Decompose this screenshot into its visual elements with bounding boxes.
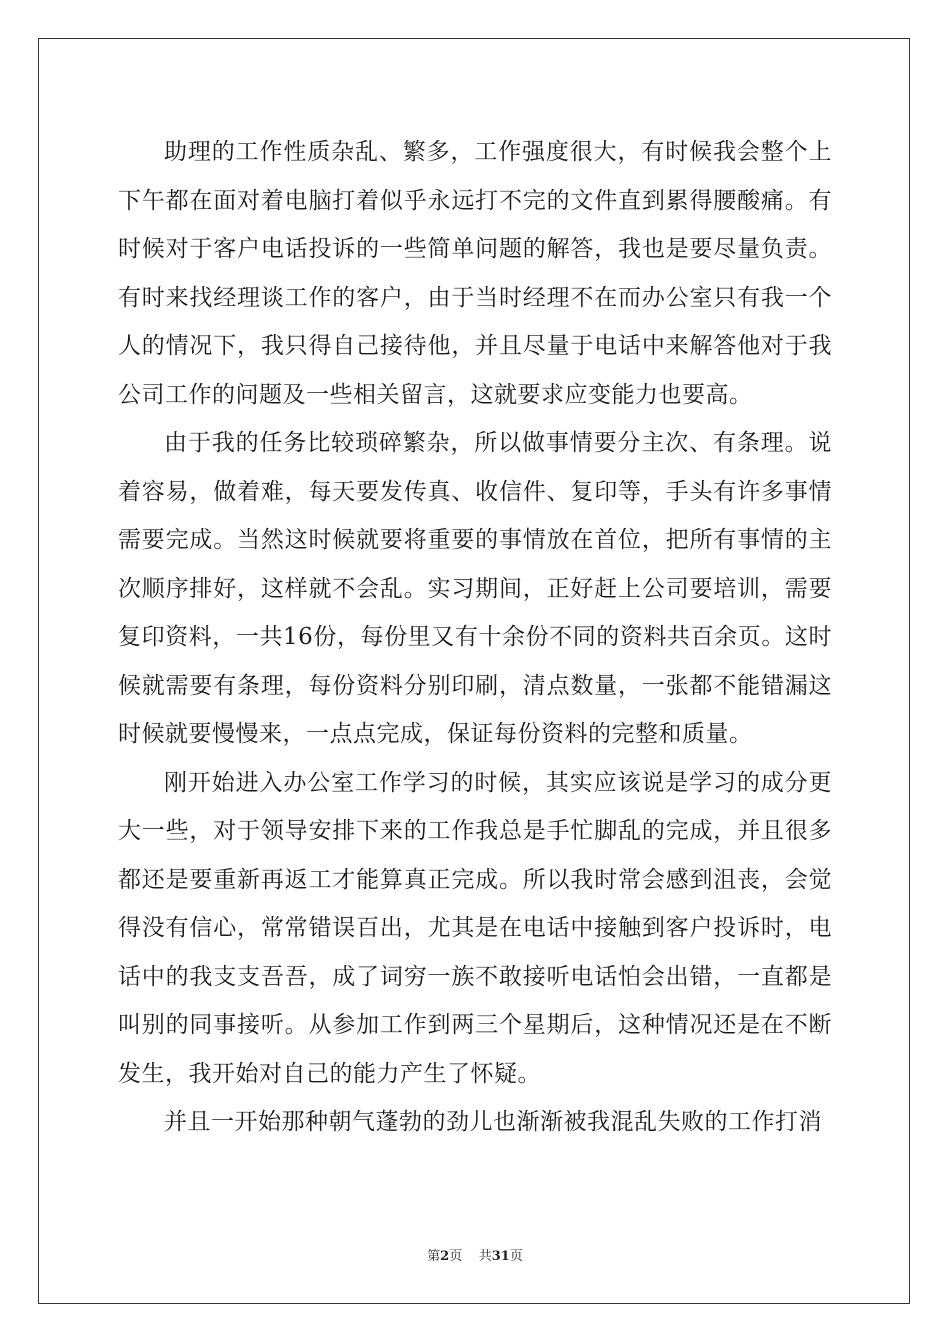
total-prefix: 共: [478, 1249, 492, 1264]
total-suffix: 页: [509, 1249, 523, 1264]
page-footer: [0, 1245, 950, 1264]
document-body: [118, 128, 832, 1147]
page-suffix: 页: [449, 1249, 463, 1264]
page-prefix: 第: [427, 1249, 441, 1264]
paragraph-1: 助理的工作性质杂乱、繁多，工作强度很大，有时候我会整个上下午都在面对着电脑打着似乎永远打不完的文件直到累得腰酸痛。有时候对于客户电话投诉的一些简单问题的解答，我也是要尽量负责。有时来找经理谈工作的客户，由于当时经理不在而办公室只有我一个人的情况下，我只得自己接待他，并且尽量于电话中来解答他对于我公司工作的问题及一些相关留言，这就要求应变能力也要高。: [118, 139, 832, 408]
total-pages: 31: [491, 1249, 510, 1264]
page-number: 2: [440, 1249, 450, 1264]
paragraph-3: 刚开始进入办公室工作学习的时候，其实应该说是学习的成分更大一些，对于领导安排下来的工作我总是手忙脚乱的完成，并且很多都还是要重新再返工才能算真正完成。所以我时常会感到沮丧，会觉得没有信心，常常错误百出，尤其是在电话中接触到客户投诉时，电话中的我支支吾吾，成了词穷一族不敢接听电话怕会出错，一直都是叫别的同事接听。从参加工作到两三个星期后，这种情况还是在不断发生，我开始对自己的能力产生了怀疑。: [118, 769, 832, 1087]
paragraph-2: 由于我的任务比较琐碎繁杂，所以做事情要分主次、有条理。说着容易，做着难，每天要发传真、收信件、复印等，手头有许多事情需要完成。当然这时候就要将重要的事情放在首位，把所有事情的主次顺序排好，这样就不会乱。实习期间，正好赶上公司要培训，需要复印资料，一共16份，每份里又有十余份不同的资料共百余页。这时候就需要有条理，每份资料分别印刷，清点数量，一张都不能错漏这时候就要慢慢来，一点点完成，保证每份资料的完整和质量。: [118, 430, 832, 747]
paragraph-4: 并且一开始那种朝气蓬勃的劲儿也渐渐被我混乱失败的工作打消: [164, 1109, 822, 1135]
